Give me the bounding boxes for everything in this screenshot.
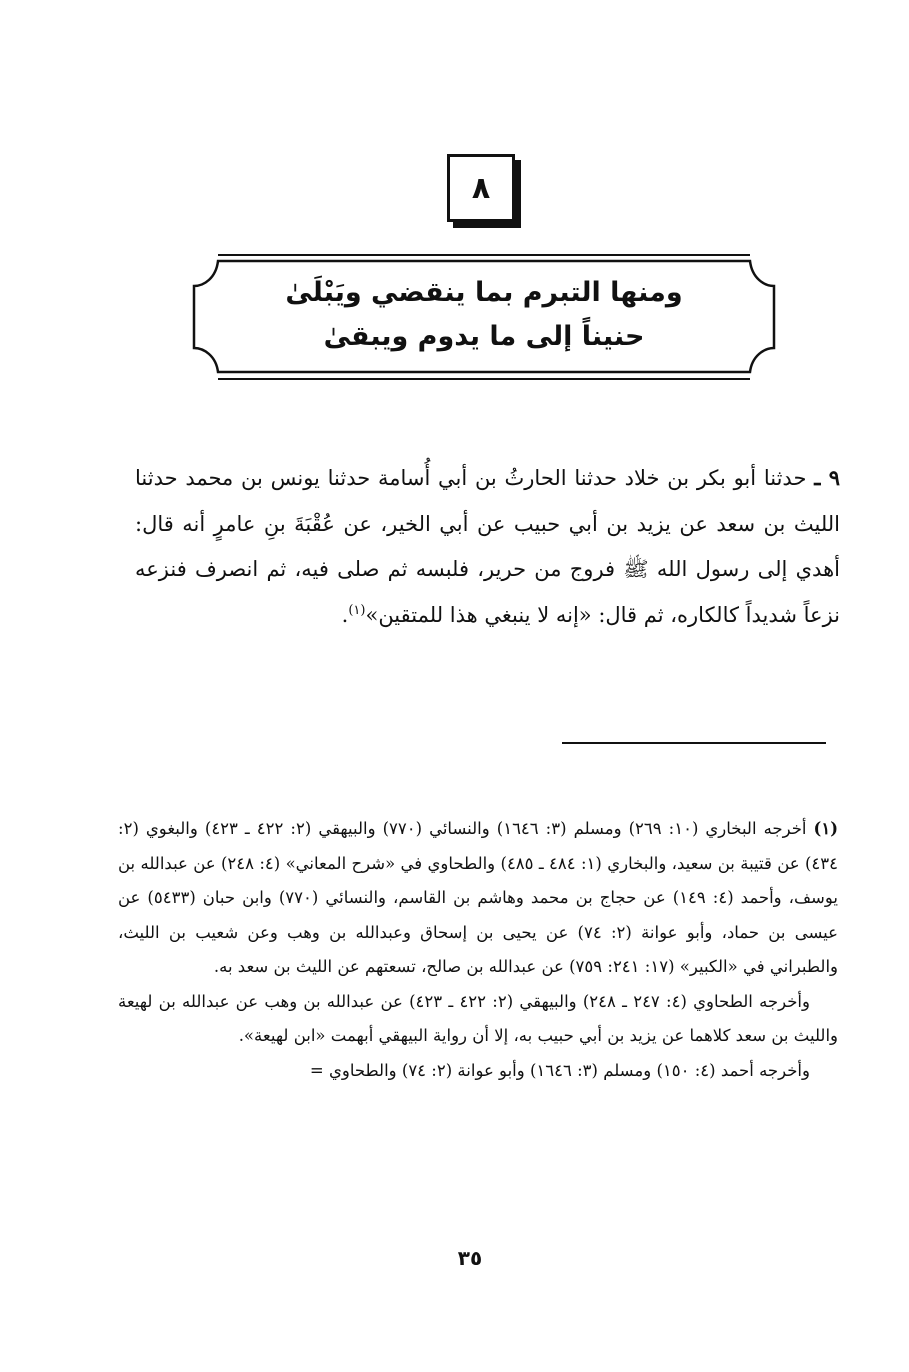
title-line-1: ومنها التبرم بما ينقضي ويَبْلَىٰ (285, 277, 683, 308)
hadith-text: حدثنا أبو بكر بن خلاد حدثنا الحارثُ بن أبي أُسامة حدثنا يونس بن محمد حدثنا الليث بن سعد عن يزيد بن أبي حبيب عن أبي الخير، عن عُقْبَةَ بنِ عامرٍ أنه قال: أهدي إلى رسول الله ﷺ فروج من حرير، فلبسه ثم صلى فيه، ثم انصرف فنزعه نزعاً شديداً كالكاره، ثم قال: «إنه لا ينبغي هذا للمتقين» (135, 466, 840, 627)
title-bottom-rule-thin (218, 372, 750, 373)
title-line-2: حنيناً إلى ما يدوم ويبقىٰ (323, 321, 645, 352)
chapter-number: ٨ (471, 170, 491, 206)
footnote-1-mark: (١) (813, 819, 839, 838)
footnote-1 (118, 812, 838, 985)
footnote-1-continued-2: وأخرجه أحمد (٤: ١٥٠) ومسلم (٣: ١٦٤٦) وأبو عوانة (٢: ٧٤) والطحاوي = (309, 1060, 810, 1080)
page-number: ٣٥ (457, 1246, 483, 1270)
title-bottom-rule (218, 378, 750, 380)
chapter-title (208, 258, 760, 372)
hadith-end: . (341, 602, 349, 627)
hadith-paragraph (135, 455, 840, 638)
title-top-rule (218, 254, 750, 256)
chapter-number-box (447, 154, 515, 222)
footnote-reference: (١) (348, 602, 366, 618)
hadith-number: ٩ ـ (814, 465, 840, 490)
footnote-1-text: أخرجه البخاري (١٠: ٢٦٩) ومسلم (٣: ١٦٤٦) والنسائي (٧٧٠) والبيهقي (٢: ٤٢٢ ـ ٤٢٣) والبغوي (٢: ٤٣٤) عن قتيبة بن سعيد، والبخاري (١: ٤٨٤ ـ ٤٨٥) والطحاوي في «شرح المعاني» (٤: ٢٤٨) عن عبدالله بن يوسف، وأحمد (٤: ١٤٩) عن حجاج بن محمد وهاشم بن القاسم، والنسائي (٧٧٠) وابن حبان (٥٤٣٣) عن عيسى بن حماد، وأبو عوانة (٢: ٧٤) عن يحيى بن إسحاق وعبدالله بن وهب وعن شعيب بن الليث، والطبراني في «الكبير» (١٧: ٢٤١: ٧٥٩) عن عبدالله بن صالح، تسعتهم عن الليث بن سعد به. (118, 819, 839, 976)
footnote-1-continued: وأخرجه الطحاوي (٤: ٢٤٧ ـ ٢٤٨) والبيهقي (٢: ٤٢٢ ـ ٤٢٣) عن عبدالله بن وهب عن عبدالله بن لهيعة والليث بن سعد كلاهما عن يزيد بن أبي حبيب به، إلا أن رواية البيهقي أبهمت «ابن لهيعة». (118, 991, 838, 1045)
footnote-separator (562, 742, 826, 744)
footnotes (118, 812, 838, 1088)
